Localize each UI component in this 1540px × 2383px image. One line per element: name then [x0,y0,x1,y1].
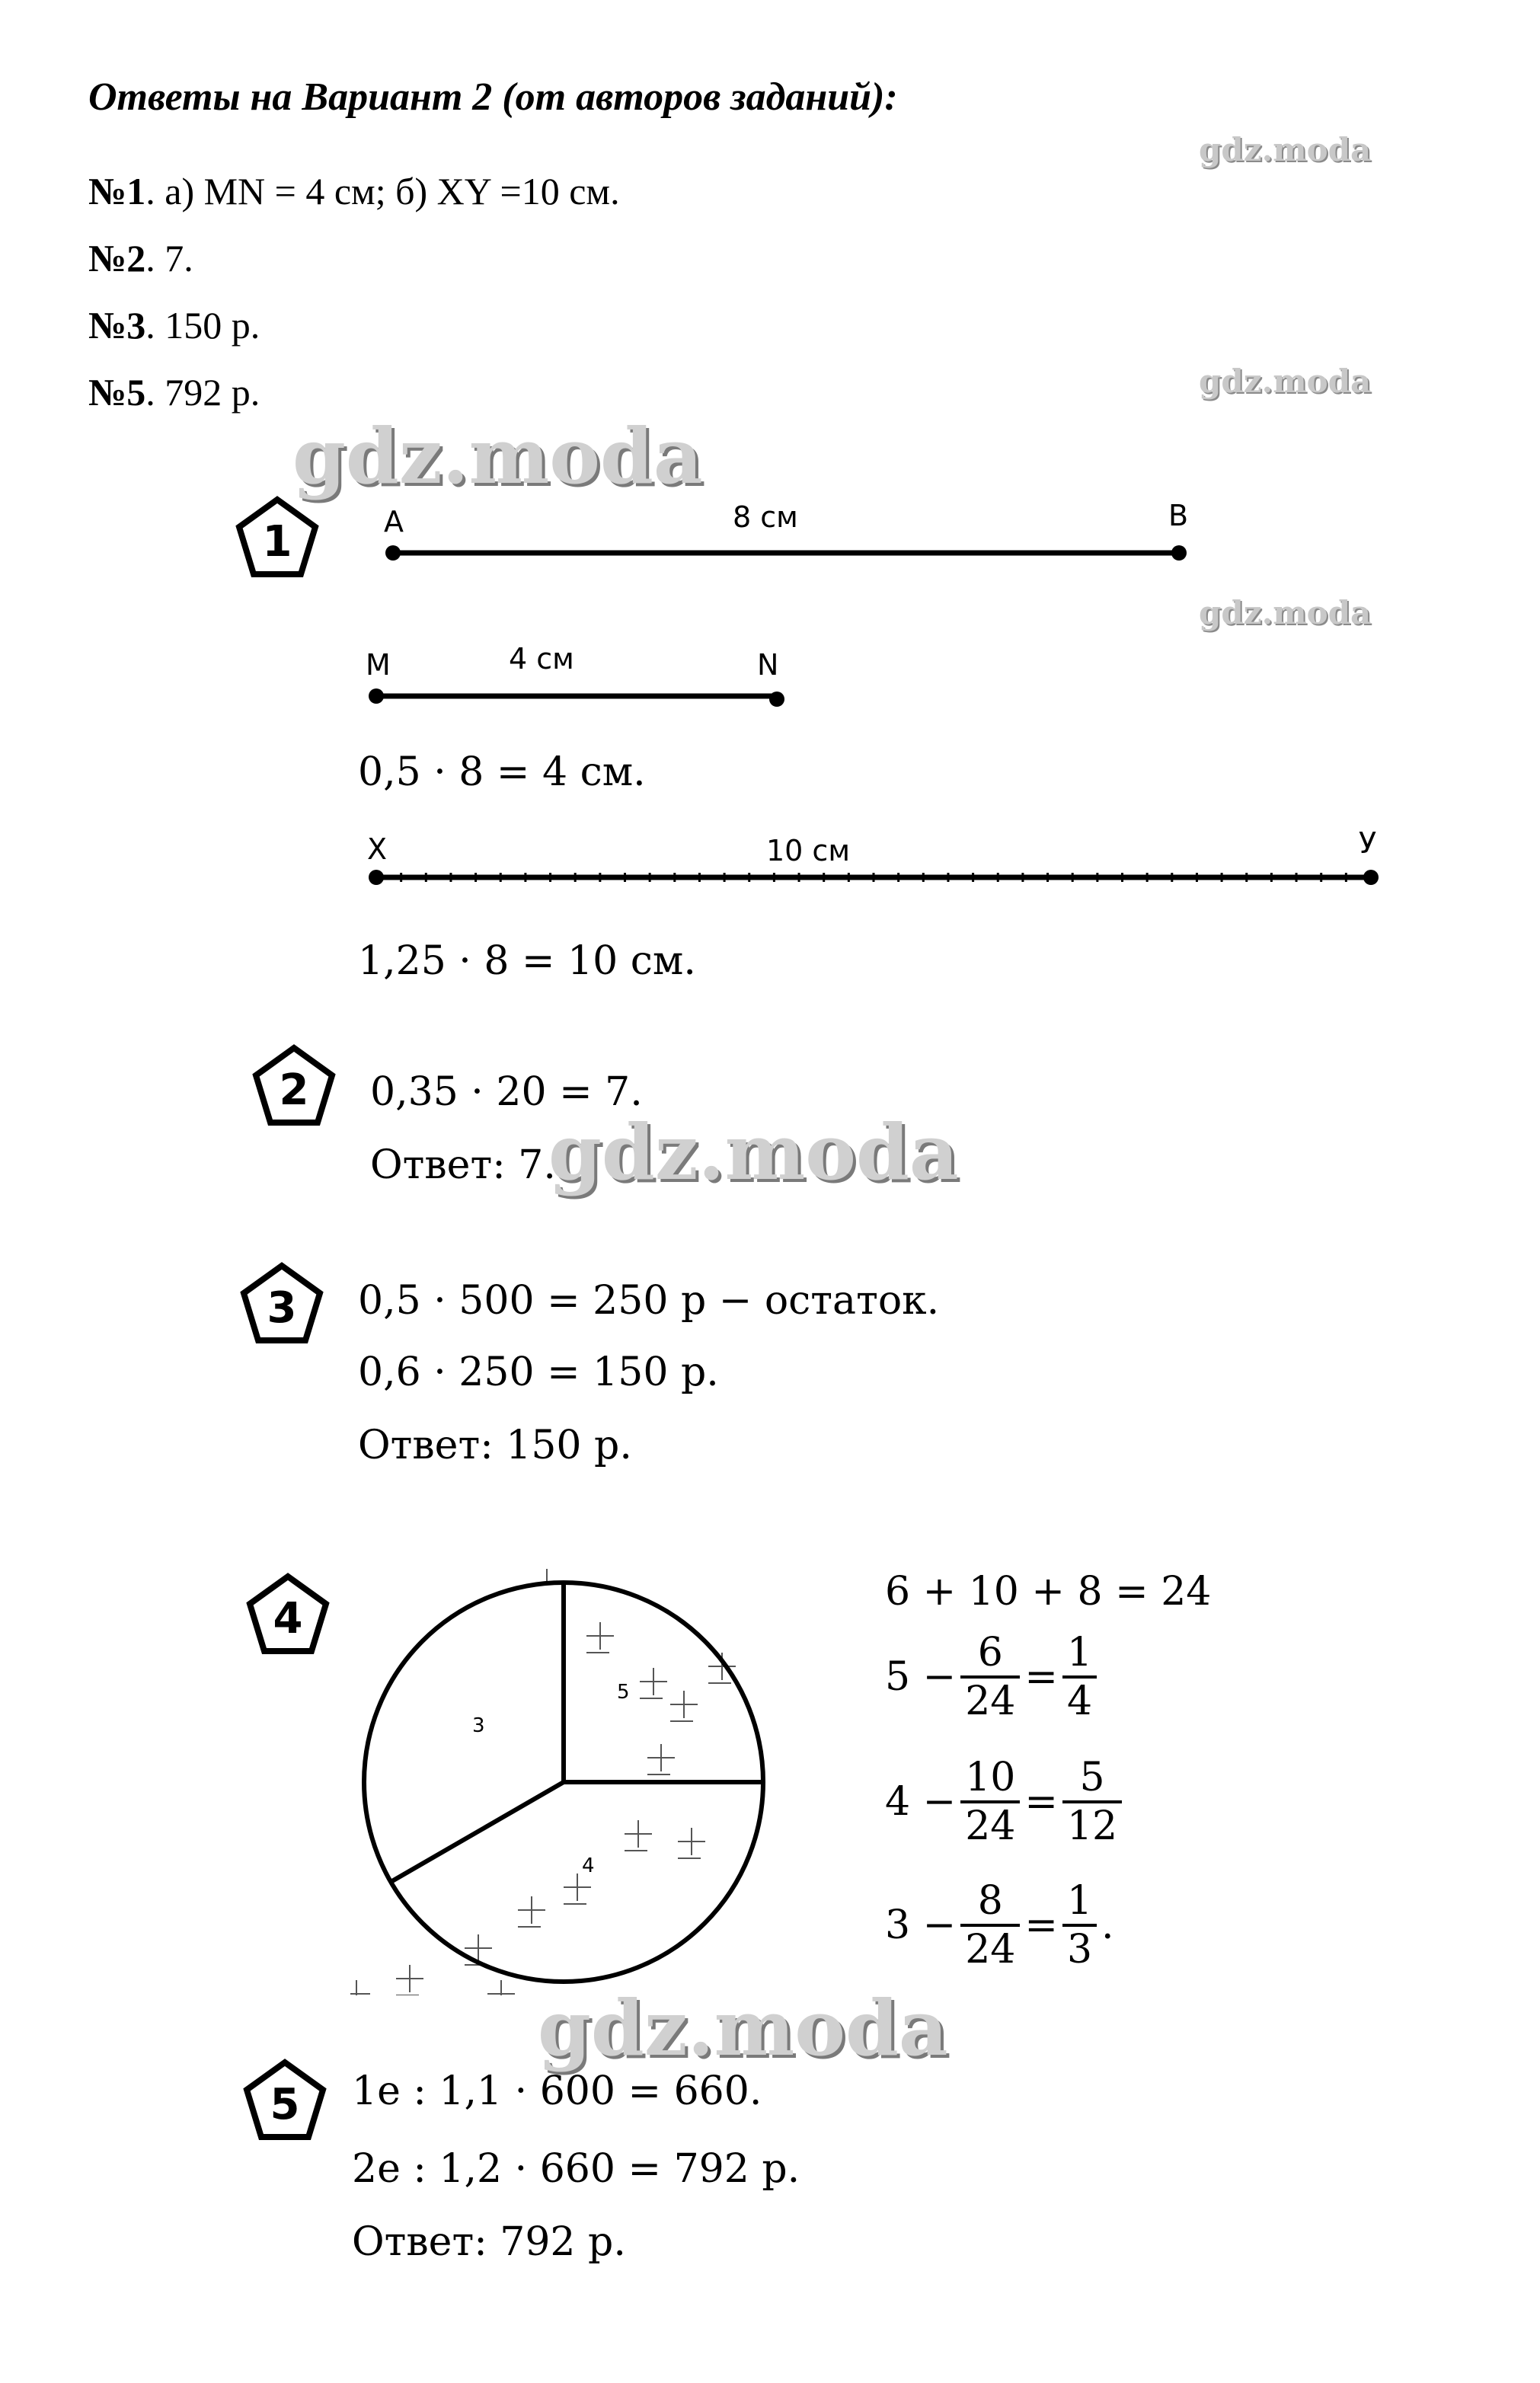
point-x [369,870,384,885]
answer-5: №5. 792 р. [88,371,260,414]
calc-mn: 0,5 · 8 = 4 см. [358,749,646,795]
svg-text:5: 5 [270,2080,300,2129]
scan-artifact [518,1896,545,1927]
label-mn-length: 4 см [509,642,574,676]
answer-2: №2. 7. [88,237,193,280]
scan-artifact [487,1980,515,1995]
watermark: gdz.moda [548,1107,959,1197]
label-b: B [1168,499,1189,532]
task3-line2: 0,6 · 250 = 150 р. [358,1350,719,1395]
label-a: A [384,505,404,538]
scan-artifact [678,1828,705,1858]
label-x: X [367,832,388,866]
scan-artifact [564,1873,591,1904]
label-m: M [366,648,391,682]
pie-label-4: 4 [582,1854,595,1877]
scan-artifact [670,1691,698,1721]
watermark: gdz.moda [1199,363,1372,400]
calc-xy: 1,25 · 8 = 10 см. [358,938,696,984]
segments-figure [0,0,1540,952]
watermark: gdz.moda [538,1983,948,2073]
badge-4-icon [245,1572,331,1657]
svg-text:3: 3 [267,1283,297,1333]
label-n: N [757,648,779,682]
label-y: У [1359,826,1377,860]
pie-label-5: 5 [617,1681,630,1704]
task2-calc: 0,35 · 20 = 7. [370,1069,643,1115]
point-b [1171,545,1187,561]
task4-sum: 6 + 10 + 8 = 24 [885,1569,1212,1615]
watermark: gdz.moda [1199,594,1372,631]
pie-slice-boundary [391,1782,564,1882]
point-n [769,692,784,707]
point-y [1363,870,1379,885]
task3-answer: Ответ: 150 р. [358,1423,632,1468]
task3-line1: 0,5 · 500 = 250 р − остаток. [358,1278,940,1324]
badge-2-icon [251,1043,337,1129]
svg-text:4: 4 [273,1594,303,1644]
segment-xy-ticks [376,873,1371,882]
task2-answer: Ответ: 7. [370,1142,556,1188]
task4-row-3: 3 − $\frac{8}{24}$ = $\frac{1}{3}$ . [885,1878,1114,1973]
answer-1: №1. а) MN = 4 см; б) XY =10 см. [88,170,620,212]
page-title: Ответы на Вариант 2 (от авторов заданий): [88,75,898,119]
badge-5-icon [242,2058,327,2143]
scan-artifact [640,1668,667,1698]
task5-line2: 2е : 1,2 · 660 = 792 р. [352,2146,800,2192]
svg-text:2: 2 [279,1065,309,1115]
task5-answer: Ответ: 792 р. [352,2219,626,2265]
task4-row-2: 4 − $\frac{10}{24}$ = $\frac{5}{12}$ [885,1755,1126,1849]
label-xy-length: 10 см [766,834,850,867]
label-ab-length: 8 см [733,500,798,534]
scan-artifact [396,1965,423,1995]
task4-row-1: 5 − $\frac{6}{24}$ = $\frac{1}{4}$ [885,1630,1101,1724]
pie-label-3: 3 [472,1714,485,1737]
scan-artifact [625,1820,652,1851]
badge-3-icon [239,1261,324,1346]
answer-3: №3. 150 р. [88,304,260,347]
pie-chart [350,1569,777,1995]
svg-text:1: 1 [262,517,292,567]
point-m [369,688,384,704]
scan-artifact [350,1980,370,1995]
scan-artifact [586,1622,614,1653]
task5-line1: 1е : 1,1 · 600 = 660. [352,2068,762,2114]
scan-artifact [647,1744,675,1774]
point-a [385,545,401,561]
watermark: gdz.moda [1199,131,1372,168]
watermark: gdz.moda [292,411,703,501]
